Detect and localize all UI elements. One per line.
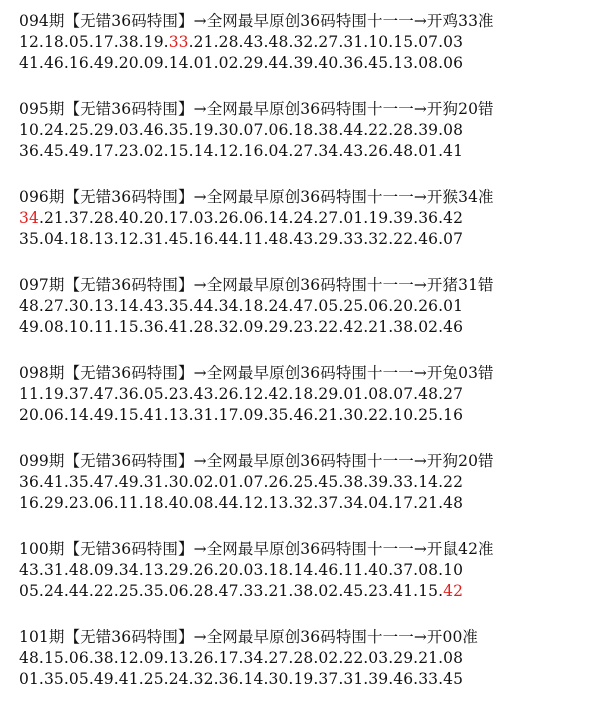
winning-number: 34: [19, 209, 39, 227]
period-title: 094期【无错36码特围】→全网最早原创36码特围十一一→开鸡33准: [19, 12, 494, 30]
number-row: [19, 669, 595, 690]
number-row: [19, 296, 595, 317]
number-list: 12.18.05.17.38.19.: [19, 33, 169, 51]
number-row: [19, 229, 595, 250]
number-list: 01.35.05.49.41.25.24.32.36.14.30.19.37.31.39.46.33.45: [19, 670, 464, 688]
period-block: [19, 11, 595, 74]
period-title: 096期【无错36码特围】→全网最早原创36码特围十一一→开猴34准: [19, 188, 494, 206]
period-block: [19, 275, 595, 338]
number-list: 11.19.37.47.36.05.23.43.26.12.42.18.29.01.08.07.48.27: [19, 385, 464, 403]
period-block: [19, 539, 595, 602]
period-title: 100期【无错36码特围】→全网最早原创36码特围十一一→开鼠42准: [19, 540, 494, 558]
number-row: [19, 53, 595, 74]
number-list: 36.41.35.47.49.31.30.02.01.07.26.25.45.38.39.33.14.22: [19, 473, 464, 491]
number-list: 36.45.49.17.23.02.15.14.12.16.04.27.34.43.26.48.01.41: [19, 142, 464, 160]
number-row: [19, 493, 595, 514]
number-list: .21.37.28.40.20.17.03.26.06.14.24.27.01.19.39.36.42: [38, 209, 464, 227]
number-list: 41.46.16.49.20.09.14.01.02.29.44.39.40.36.45.13.08.06: [19, 54, 464, 72]
winning-number: 42: [443, 582, 464, 600]
number-row: [19, 32, 595, 53]
number-row: [19, 384, 595, 405]
number-list: 43.31.48.09.34.13.29.26.20.03.18.14.46.11.40.37.08.10: [19, 561, 464, 579]
period-title: 098期【无错36码特围】→全网最早原创36码特围十一一→开兔03错: [19, 364, 494, 382]
number-row: [19, 560, 595, 581]
number-row: [19, 472, 595, 493]
period-block: [19, 99, 595, 162]
number-list: 48.27.30.13.14.43.35.44.34.18.24.47.05.25.06.20.26.01: [19, 297, 464, 315]
period-block: [19, 451, 595, 514]
number-list: 05.24.44.22.25.35.06.28.47.33.21.38.02.45.23.41.15.: [19, 582, 444, 600]
number-list: 35.04.18.13.12.31.45.16.44.11.48.43.29.33.32.22.46.07: [19, 230, 464, 248]
number-row: [19, 317, 595, 338]
winning-number: 33: [168, 33, 189, 51]
number-row: [19, 405, 595, 426]
period-block: [19, 187, 595, 250]
number-list: 20.06.14.49.15.41.13.31.17.09.35.46.21.30.22.10.25.16: [19, 406, 464, 424]
number-row: [19, 120, 595, 141]
period-title: 101期【无错36码特围】→全网最早原创36码特围十一一→开00准: [19, 628, 479, 646]
number-row: [19, 208, 595, 229]
number-row: [19, 581, 595, 602]
number-list: 16.29.23.06.11.18.40.08.44.12.13.32.37.34.04.17.21.48: [19, 494, 464, 512]
number-row: [19, 141, 595, 162]
period-title: 095期【无错36码特围】→全网最早原创36码特围十一一→开狗20错: [19, 100, 494, 118]
period-title: 099期【无错36码特围】→全网最早原创36码特围十一一→开狗20错: [19, 452, 494, 470]
number-list: .21.28.43.48.32.27.31.10.15.07.03: [188, 33, 464, 51]
number-list: 10.24.25.29.03.46.35.19.30.07.06.18.38.44.22.28.39.08: [19, 121, 464, 139]
number-list: 49.08.10.11.15.36.41.28.32.09.29.23.22.42.21.38.02.46: [19, 318, 464, 336]
period-block: [19, 363, 595, 426]
number-row: [19, 648, 595, 669]
period-title: 097期【无错36码特围】→全网最早原创36码特围十一一→开猪31错: [19, 276, 494, 294]
period-block: [19, 627, 595, 690]
number-list: 48.15.06.38.12.09.13.26.17.34.27.28.02.22.03.29.21.08: [19, 649, 464, 667]
